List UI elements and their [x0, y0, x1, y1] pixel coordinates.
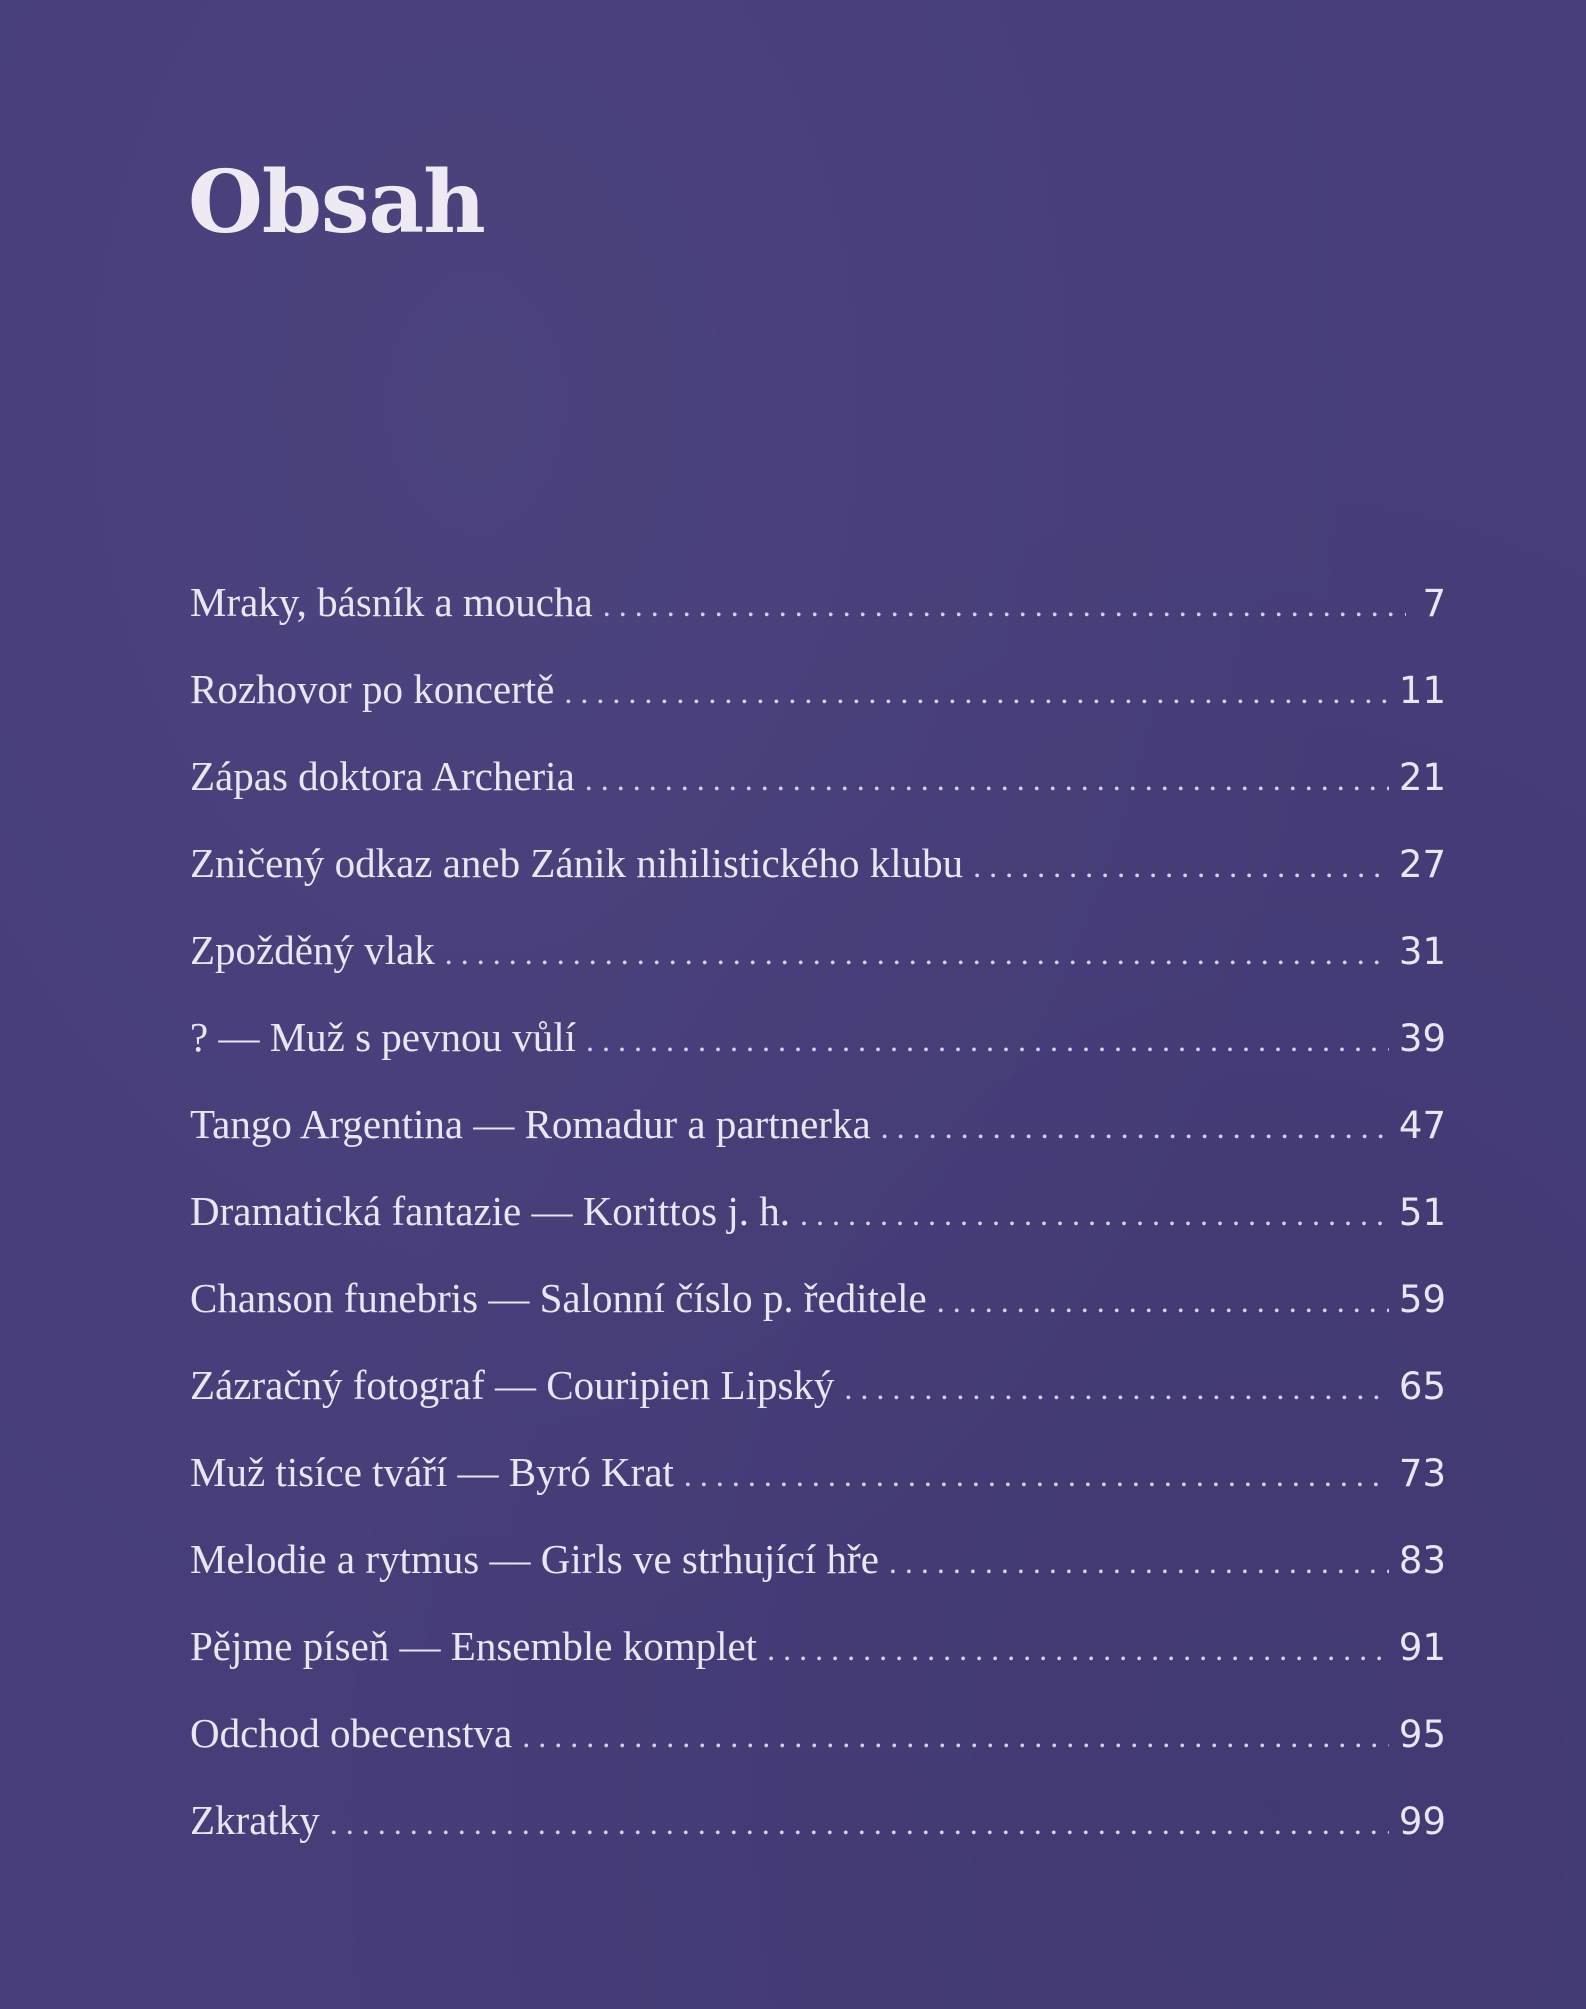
- toc-entry-page: 73: [1398, 1452, 1446, 1495]
- toc-entry-page: 95: [1398, 1713, 1446, 1756]
- toc-entry: [190, 665, 1446, 752]
- toc-entry-page: 39: [1398, 1017, 1446, 1060]
- toc-dot-leader: [564, 676, 1389, 708]
- toc-entry-title: Chanson funebris — Salonní číslo p. ředitele: [190, 1275, 927, 1321]
- toc-entry-title: Dramatická fantazie — Korittos j. h.: [190, 1188, 790, 1234]
- toc-entry-page: 31: [1398, 930, 1446, 973]
- toc-entry-page: 47: [1398, 1104, 1446, 1147]
- toc-entry: [190, 1274, 1446, 1361]
- page-title: Obsah: [188, 152, 485, 253]
- toc-entry-page: 65: [1398, 1365, 1446, 1408]
- toc-entry: [190, 1796, 1446, 1883]
- toc-entry: [190, 1622, 1446, 1709]
- toc-entry-page: 27: [1398, 843, 1446, 886]
- toc-entry: [190, 1361, 1446, 1448]
- toc-entry-title: Mraky, básník a moucha: [190, 579, 593, 625]
- toc-dot-leader: [767, 1633, 1389, 1665]
- toc-entry-title: Melodie a rytmus — Girls ve strhující hře: [190, 1536, 879, 1582]
- toc-entry-title: Tango Argentina — Romadur a partnerka: [190, 1101, 871, 1147]
- toc-entry: [190, 1187, 1446, 1274]
- toc-entry: [190, 1448, 1446, 1535]
- toc-entry-page: 83: [1398, 1539, 1446, 1582]
- toc-entry: [190, 1013, 1446, 1100]
- toc-dot-leader: [603, 589, 1406, 621]
- toc-entry-title: Rozhovor po koncertě: [190, 666, 555, 712]
- toc-entry-title: Pějme píseň — Ensemble komplet: [190, 1623, 758, 1669]
- toc-dot-leader: [800, 1198, 1389, 1230]
- toc-entry-title: ? — Muž s pevnou vůlí: [190, 1014, 577, 1060]
- toc-entry-title: Odchod obecenstva: [190, 1710, 513, 1756]
- toc-entry: [190, 578, 1446, 665]
- toc-entry-title: Zázračný fotograf — Couripien Lipský: [190, 1362, 835, 1408]
- toc-dot-leader: [445, 937, 1389, 969]
- toc-dot-leader: [330, 1807, 1389, 1839]
- toc-entry-title: Zničený odkaz aneb Zánik nihilistického klubu: [190, 840, 964, 886]
- toc-dot-leader: [937, 1285, 1389, 1317]
- toc-entry-page: 21: [1398, 756, 1446, 799]
- toc-dot-leader: [586, 1024, 1389, 1056]
- toc-dot-leader: [881, 1111, 1389, 1143]
- toc-dot-leader: [844, 1372, 1388, 1404]
- toc-entry-title: Zápas doktora Archeria: [190, 753, 575, 799]
- toc-entry-title: Zpožděný vlak: [190, 927, 435, 973]
- toc-entry-page: 59: [1398, 1278, 1446, 1321]
- toc-entry-page: 51: [1398, 1191, 1446, 1234]
- toc-entry-page: 7: [1422, 582, 1446, 625]
- toc-dot-leader: [522, 1720, 1389, 1752]
- toc-dot-leader: [889, 1546, 1389, 1578]
- toc-dot-leader: [973, 850, 1389, 882]
- toc-entry: [190, 1709, 1446, 1796]
- toc-entry: [190, 839, 1446, 926]
- toc-entry-title: Zkratky: [190, 1797, 320, 1843]
- toc-entry-page: 91: [1398, 1626, 1446, 1669]
- toc-entry-page: 99: [1398, 1800, 1446, 1843]
- table-of-contents: [190, 578, 1446, 1883]
- toc-dot-leader: [684, 1459, 1389, 1491]
- toc-entry-page: 11: [1398, 669, 1446, 712]
- toc-dot-leader: [585, 763, 1389, 795]
- toc-entry: [190, 1535, 1446, 1622]
- toc-entry: [190, 1100, 1446, 1187]
- toc-entry: [190, 926, 1446, 1013]
- toc-entry-title: Muž tisíce tváří — Byró Krat: [190, 1449, 674, 1495]
- toc-entry: [190, 752, 1446, 839]
